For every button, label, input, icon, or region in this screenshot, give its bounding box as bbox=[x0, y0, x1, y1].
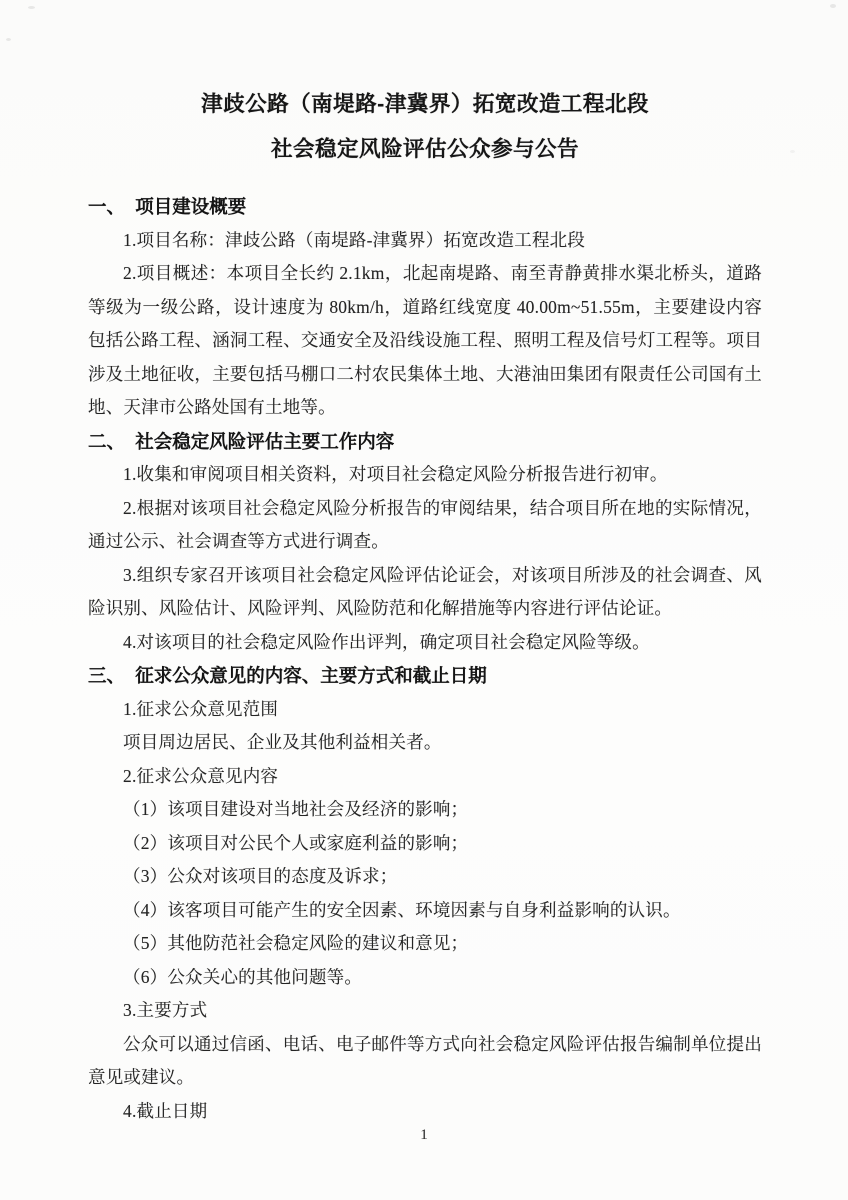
paragraph-opinion-item-2: （2）该项目对公民个人或家庭利益的影响； bbox=[123, 832, 469, 853]
paragraph-opinion-item-3: （3）公众对该项目的态度及诉求； bbox=[123, 866, 398, 886]
scan-speck bbox=[28, 6, 35, 9]
paragraph-main-method: 公众可以通过信函、电话、电子邮件等方式向社会稳定风险评估报告编制单位提出意见或建议。 bbox=[88, 1033, 762, 1087]
document-title-line1: 津歧公路（南堤路-津冀界）拓宽改造工程北段 bbox=[201, 92, 649, 116]
scan-speck bbox=[6, 38, 11, 41]
paragraph-opinion-content-title: 2.征求公众意见内容 bbox=[123, 765, 279, 786]
section-heading-project-overview bbox=[88, 190, 762, 224]
paragraph-opinion-item-4: （4）该客项目可能产生的安全因素、环境因素与自身利益影响的认识。 bbox=[123, 899, 681, 920]
paragraph-work-item-3: 3.组织专家召开该项目社会稳定风险评估论证会，对该项目所涉及的社会调查、风险识别、风险估计、风险评判、风险防范和化解措施等内容进行评估论证。 bbox=[88, 564, 762, 618]
paragraph-project-description: 2.项目概述：本项目全长约 2.1km，北起南堤路、南至青静黄排水渠北桥头，道路等级为一级公路，设计速度为 80km/h，道路红线宽度 40.00m~51.55m，主要建设内容包括公路工程、涵洞工程、交通安全及沿线设施工程、照明工程及信号灯工程等。项目涉及土地征收，主要包括马棚口二村农民集体土地、大港油田集团有限责任公司国有土地、天津市公路处国有土地等。 bbox=[88, 263, 762, 417]
paragraph-main-method-title: 3.主要方式 bbox=[123, 1000, 208, 1020]
section-title: 项目建设概要 bbox=[135, 196, 247, 217]
document-body bbox=[88, 190, 762, 1128]
paragraph-project-name: 1.项目名称：津歧公路（南堤路-津冀界）拓宽改造工程北段 bbox=[123, 229, 586, 250]
section-heading-assessment-work bbox=[88, 425, 762, 459]
section-heading-public-opinion bbox=[88, 659, 762, 693]
document-title-line2: 社会稳定风险评估公众参与公告 bbox=[270, 137, 579, 161]
section-title: 征求公众意见的内容、主要方式和截止日期 bbox=[135, 665, 487, 686]
paragraph-deadline-title: 4.截止日期 bbox=[123, 1100, 208, 1121]
section-number: 二、 bbox=[88, 430, 126, 452]
section-title: 社会稳定风险评估主要工作内容 bbox=[135, 430, 395, 452]
paragraph-work-item-4: 4.对该项目的社会稳定风险作出评判，确定项目社会稳定风险等级。 bbox=[123, 631, 650, 652]
section-number: 三、 bbox=[88, 665, 126, 686]
paragraph-opinion-item-1: （1）该项目建设对当地社会及经济的影响； bbox=[123, 799, 469, 819]
section-number: 一、 bbox=[88, 196, 126, 217]
paragraph-opinion-item-5: （5）其他防范社会稳定风险的建议和意见； bbox=[123, 933, 469, 953]
paragraph-opinion-scope-title: 1.征求公众意见范围 bbox=[123, 698, 279, 719]
paragraph-work-item-1: 1.收集和审阅项目相关资料，对项目社会稳定风险分析报告进行初审。 bbox=[123, 464, 668, 484]
paragraph-work-item-2: 2.根据对该项目社会稳定风险分析报告的审阅结果，结合项目所在地的实际情况，通过公示、社会调查等方式进行调查。 bbox=[88, 497, 762, 551]
scan-speck bbox=[790, 150, 795, 153]
scan-speck bbox=[830, 4, 836, 8]
page-number: 1 bbox=[420, 1127, 428, 1143]
paragraph-opinion-item-6: （6）公众关心的其他问题等。 bbox=[123, 966, 363, 987]
paragraph-opinion-scope: 项目周边居民、企业及其他利益相关者。 bbox=[123, 732, 442, 752]
